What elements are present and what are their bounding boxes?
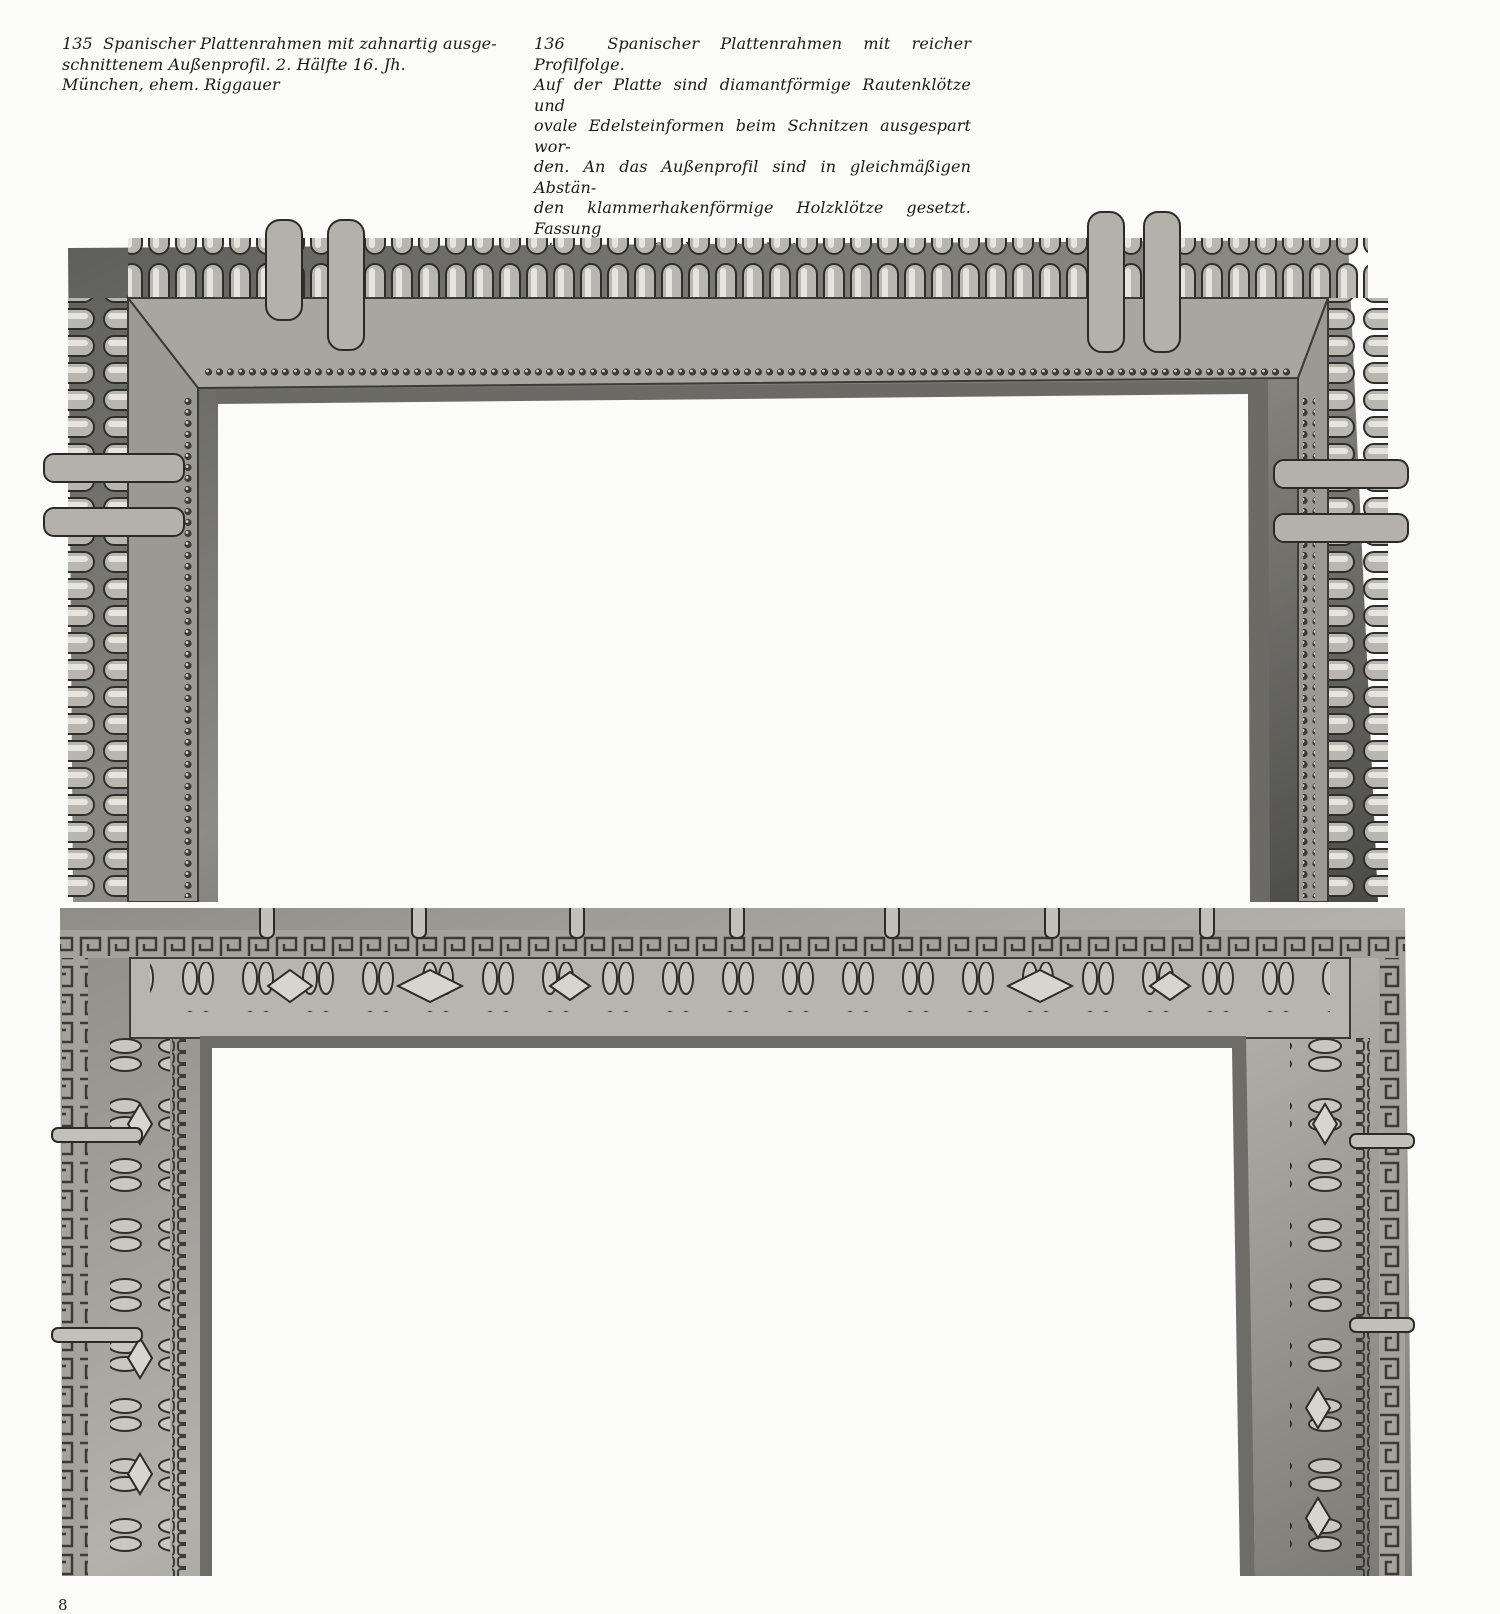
figure-135-caption [62, 34, 502, 96]
figure-135-number: 135 [62, 34, 93, 53]
figure-135-text: Spanischer Plattenrahmen mit zahnartig ausge- schnittenem Außenprofil. 2. Hälfte 16. Jh. München, ehem. Riggauer [62, 34, 497, 94]
figure-136-number: 136 [534, 34, 565, 53]
figure-135-frame-photo [38, 198, 1464, 902]
page-number: 8 [58, 1596, 68, 1614]
figure-136-frame-photo [50, 908, 1460, 1576]
figure-136-text: Spanischer Plattenrahmen mit reicher Profilfolge. Auf der Platte sind diamantförmige Rautenklötze und ovale Edelsteinformen beim Schnitzen ausgespart wor- den. An das Außenprofil sind in gleichmäßigen Abstän- den klammerhakenförmige Holzklötze gesetzt. Fassung [534, 34, 971, 238]
